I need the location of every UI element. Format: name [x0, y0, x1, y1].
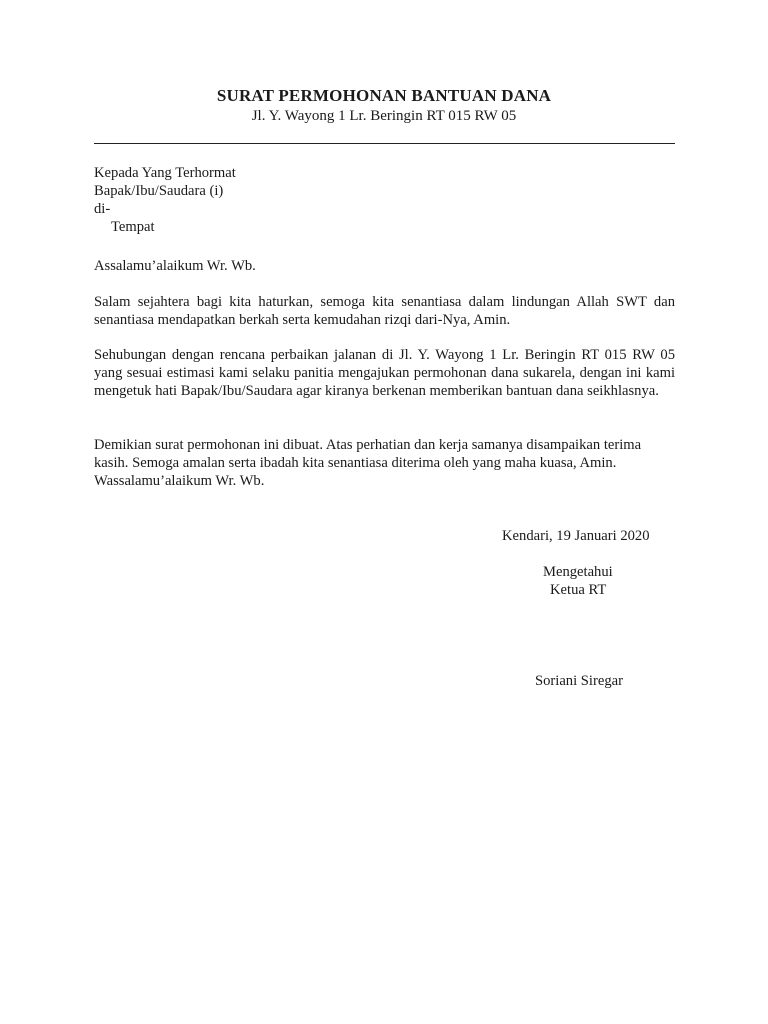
closing-salutation: Wassalamu’alaikum Wr. Wb. [94, 473, 265, 489]
header-divider [94, 143, 675, 144]
recipient-block [94, 164, 675, 236]
letter-address: Jl. Y. Wayong 1 Lr. Beringin RT 015 RW 05 [251, 108, 517, 124]
paragraph-3-line-2: kasih. Semoga amalan serta ibadah kita senantiasa diterima oleh yang maha kuasa, Amin. [94, 455, 617, 471]
paragraph-1-text: Salam sejahtera bagi kita haturkan, semoga kita senantiasa dalam lindungan Allah SWT dan senantiasa mendapatkan berkah serta kemudahan rizqi dari-Nya, Amin. [94, 294, 675, 328]
place-date: Kendari, 19 Januari 2020 [502, 528, 650, 544]
paragraph-2-text: Sehubungan dengan rencana perbaikan jalanan di Jl. Y. Wayong 1 Lr. Beringin RT 015 RW 05 yang sesuai estimasi kami selaku panitia mengajukan permohonan dana sukarela, dengan ini kami mengetuk hati Bapak/Ibu/Saudara agar kiranya berkenan memberikan bantuan dana seikhlasnya. [94, 347, 675, 399]
greeting: Assalamu’alaikum Wr. Wb. [94, 258, 256, 274]
recipient-line-2: Bapak/Ibu/Saudara (i) [94, 183, 224, 199]
recipient-line-3: di- [94, 201, 111, 217]
body-paragraph-2 [94, 346, 675, 400]
body-paragraph-3 [94, 436, 675, 490]
body-paragraph-1 [94, 293, 675, 329]
signatory-position: Ketua RT [550, 582, 607, 598]
acknowledged-label: Mengetahui [543, 564, 613, 580]
signatory-name: Soriani Siregar [535, 673, 623, 689]
recipient-line-4: Tempat [111, 219, 155, 235]
letter-title: SURAT PERMOHONAN BANTUAN DANA [216, 86, 552, 105]
paragraph-3-line-1: Demikian surat permohonan ini dibuat. Atas perhatian dan kerja samanya disampaikan terima [94, 437, 642, 453]
recipient-line-1: Kepada Yang Terhormat [94, 165, 236, 181]
